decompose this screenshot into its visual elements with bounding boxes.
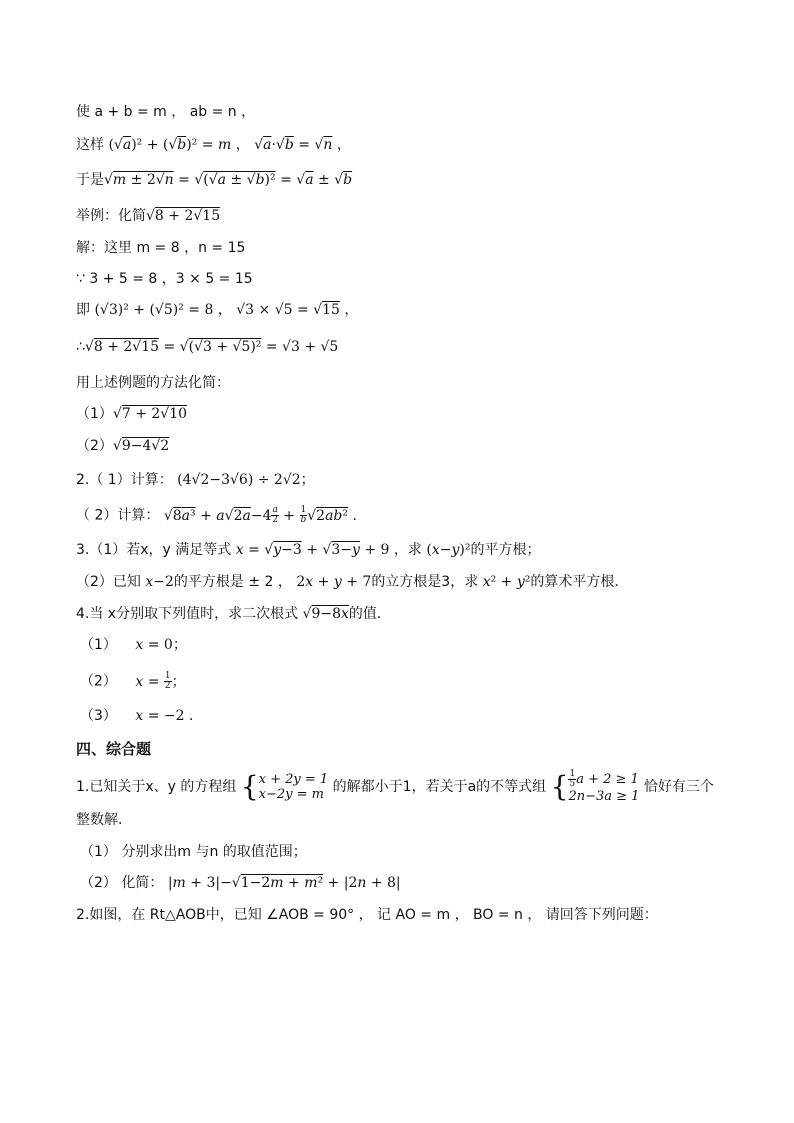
problem-text: 整数解. xyxy=(76,812,123,828)
problem-text: ，求 xyxy=(393,542,422,558)
problem-text: 恰好有三个 xyxy=(643,779,714,795)
line-prefix: 这样 xyxy=(76,137,104,153)
problem-text: 的立方根是3，求 xyxy=(371,574,479,590)
brace-symbol: { xyxy=(240,770,259,803)
line-prefix: 于是 xyxy=(76,172,104,188)
comprehensive-q1-sub2: （2） 化简： |m + 3|−√1−2m + m² + |2n + 8| xyxy=(80,875,401,891)
problem-text: （ 2）计算： xyxy=(76,507,160,524)
text-line-2: 这样 (√a)² + (√b)² = m ， √a·√b = √n ， xyxy=(76,137,351,153)
problem-text: 2.（ 1）计算： xyxy=(76,472,173,488)
comprehensive-q1 xyxy=(76,770,714,804)
problem-4-3: （3） x = −2 ． xyxy=(80,708,203,724)
item-label: （3） xyxy=(80,708,117,724)
problem-text: 的解都小于1，若关于a的不等式组 xyxy=(332,779,547,795)
equation-system: x + 2y = 1 x−2y = m xyxy=(258,772,329,802)
text-line-1 xyxy=(76,103,255,121)
text-line-5 xyxy=(76,239,245,257)
problem-2b: （ 2）计算： √8a³ + a√2a−4 $\frac{a}{2}$ + $\frac{1}{b}$ √2ab² ． xyxy=(76,505,367,525)
comprehensive-q2 xyxy=(76,906,658,924)
problem-3a: 3.（1）若x，y 满足等式 x = √y−3 + √3−y + 9 ，求 (x−y)²的平方根； xyxy=(76,542,541,558)
problem-text: 1.已知关于x、y 的方程组 xyxy=(76,779,237,795)
line-text: 用上述例题的方法化简： xyxy=(76,375,230,391)
problem-4-1: （1） x = 0； xyxy=(80,637,187,653)
text-line-8: ∴√8 + 2√15 = √(√3 + √5)² = √3 + √5 xyxy=(76,339,339,355)
problem-4-2: （2） x = $\frac{1}{2}$ ； xyxy=(80,671,186,691)
text-line-6 xyxy=(76,270,253,288)
problem-text: （2）已知 xyxy=(76,574,141,590)
line-prefix: 即 xyxy=(76,302,90,318)
problem-2a: 2.（ 1）计算： (4√2−3√6) ÷ 2√2； xyxy=(76,472,315,488)
text-line-7: 即 (√3)² + (√5)² = 8 ， √3 × √5 = √15 ， xyxy=(76,302,359,318)
text-line-10: （1）√7 + 2√10 xyxy=(76,406,188,422)
item-label: （1） xyxy=(76,406,113,422)
section-title: 四、综合题 xyxy=(76,740,152,758)
problem-text: 3.（1）若x，y 满足等式 xyxy=(76,542,232,558)
brace-symbol: { xyxy=(550,770,569,803)
problem-text: 的算术平方根． xyxy=(530,574,629,590)
text-line-4: 举例：化简√8 + 2√15 xyxy=(76,208,221,224)
item-label: （2） xyxy=(80,673,117,690)
problem-4: 4.当 x分别取下列值时，求二次根式 √9−8x的值． xyxy=(76,606,391,622)
line-text: 使 a + b = m ， ab = n ， xyxy=(76,104,256,120)
line-prefix: ∴ xyxy=(76,339,85,355)
problem-text: 的平方根； xyxy=(470,542,541,558)
problem-text: 4.当 x分别取下列值时，求二次根式 xyxy=(76,606,299,622)
text-line-3: 于是√m ± 2√n = √(√a ± √b)² = √a ± √b xyxy=(76,172,353,188)
problem-text: （2） 化简： xyxy=(80,875,164,891)
item-label: （2） xyxy=(76,438,113,454)
line-text: ∵ 3 + 5 = 8 ，3 × 5 = 15 xyxy=(76,271,253,287)
text-line-11: （2）√9−4√2 xyxy=(76,438,170,454)
line-text: 举例：化简 xyxy=(76,208,146,224)
comprehensive-q1-sub1 xyxy=(80,843,307,861)
comprehensive-q1-line2 xyxy=(76,811,122,829)
problem-3b: （2）已知 x−2的平方根是 ± 2 ， 2x + y + 7的立方根是3，求 x² + y²的算术平方根． xyxy=(76,574,629,590)
text-line-9 xyxy=(76,374,230,392)
problem-text: 的值． xyxy=(348,606,391,622)
inequality-system: $\frac{1}{5}$ a + 2 ≥ 1 2n−3a ≥ 1 xyxy=(568,769,640,804)
problem-text: （1） 分别求出m 与n 的取值范围； xyxy=(80,844,307,860)
problem-text: 2.如图，在 Rt△AOB中，已知 ∠AOB = 90° ， 记 AO = m ， BO = n ， 请回答下列问题： xyxy=(76,907,658,923)
line-text: 解：这里 m = 8 ，n = 15 xyxy=(76,240,246,256)
item-label: （1） xyxy=(80,637,117,653)
problem-text: 的平方根是 ± 2 ， xyxy=(173,574,292,590)
